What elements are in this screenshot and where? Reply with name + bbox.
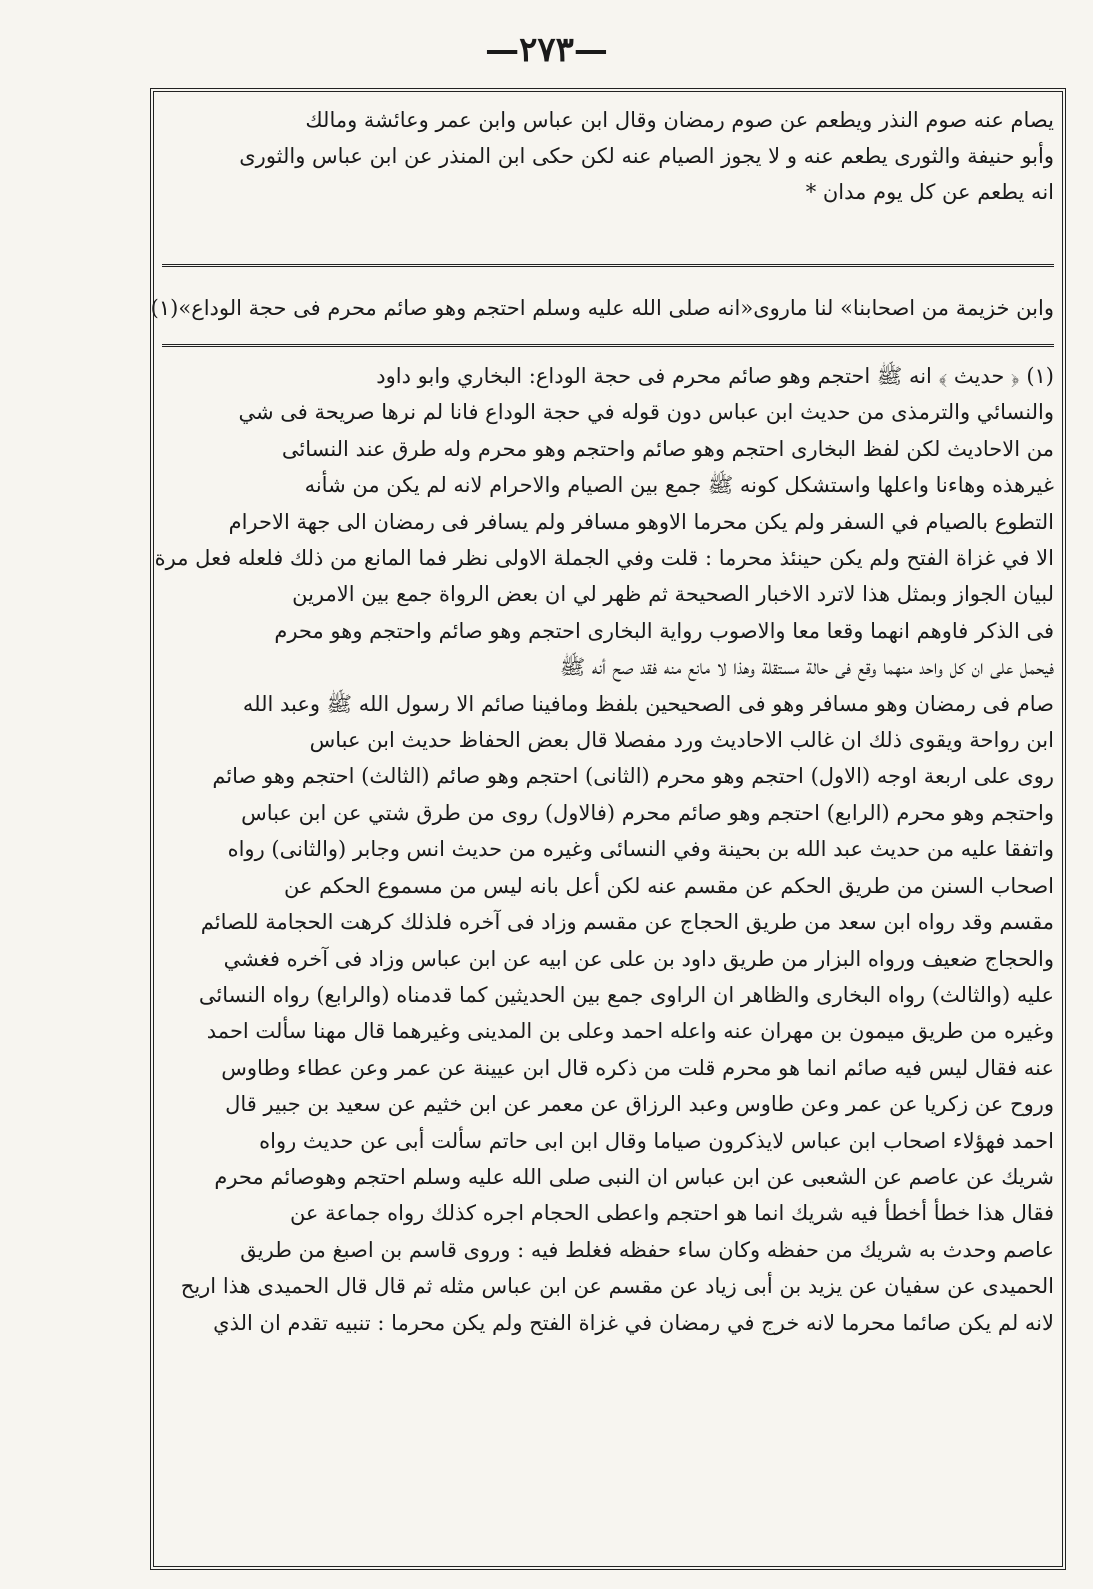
main-text-top xyxy=(162,102,1054,210)
footnote-line: (١) ﴿ حديث ﴾ انه ﷺ احتجم وهو صائم محرم فى حجة الوداع: البخاري وابو داود xyxy=(376,364,1054,388)
footnote-line: مقسم وقد رواه ابن سعد من طريق الحجاج عن مقسم وزاد فى آخره فلذلك كرهت الحجامة للصائم xyxy=(200,910,1054,935)
footnote-line: من الاحاديث لكن لفظ البخارى احتجم وهو صائم واحتجم وهو محرم وله طرق عند النسائى xyxy=(281,436,1054,461)
footnote-line: التطوع بالصيام في السفر ولم يكن محرما الاوهو مسافر ولم يسافر فى رمضان الى جهة الاحرام xyxy=(228,509,1054,534)
footnote-line: روى على اربعة اوجه (الاول) احتجم وهو محرم (الثانى) احتجم وهو صائم (الثالث) احتجم وهو صائم xyxy=(212,764,1054,789)
footnote-line: الا في غزاة الفتح ولم يكن حينئذ محرما : قلت وفي الجملة الاولى نظر فما المانع من ذلك فلعله فعل مرة xyxy=(154,546,1054,571)
footnote-line: لانه لم يكن صائما محرما لانه خرج في رمضان في غزاة الفتح ولم يكن محرما : تنبيه تقدم ان الذي xyxy=(213,1310,1054,1335)
footnote-line: صام فى رمضان وهو مسافر وهو فى الصحيحين بلفظ ومافينا صائم الا رسول الله ﷺ وعبد الله xyxy=(242,691,1054,716)
footnote-line: فى الذكر فاوهم انهما وقعا معا والاصوب رواية البخارى احتجم وهو صائم واحتجم وهو محرم xyxy=(274,618,1054,643)
footnote-line: وروح عن زكريا عن عمر وعن طاوس وعبد الرزاق عن معمر عن ابن خثيم عن سعيد بن جبير قال xyxy=(225,1092,1054,1117)
footnote-line: واتفقا عليه من حديث عبد الله بن بحينة وفي النسائى وغيره من حديث انس وجابر (والثانى) رواه xyxy=(227,837,1054,862)
footnote-line: لبيان الجواز وبمثل هذا لاترد الاخبار الصحيحة ثم ظهر لي ان بعض الرواة جمع بين الامرين xyxy=(292,582,1054,607)
footnote-line: عنه فقال ليس فيه صائم انما هو محرم قلت من ذكره قال ابن عيينة عن عمر وعن عطاء وطاوس xyxy=(221,1055,1054,1080)
main-text-continuation xyxy=(150,290,1054,326)
footnote-text xyxy=(154,358,1054,1341)
footnote-line: ابن رواحة ويقوى ذلك ان غالب الاحاديث ورد مفصلا قال بعض الحفاظ حديث ابن عباس xyxy=(309,728,1054,753)
footnote-line: شريك عن عاصم عن الشعبى عن ابن عباس ان النبى صلى الله عليه وسلم احتجم وهوصائم محرم xyxy=(214,1164,1054,1189)
footnote-line: وغيره من طريق ميمون بن مهران عنه واعله احمد وعلى بن المدينى وغيرهما قال مهنا سألت احمد xyxy=(206,1019,1054,1044)
footnote-line: اصحاب السنن من طريق الحكم عن مقسم عنه لكن أعل بانه ليس من مسموع الحكم عن xyxy=(283,873,1054,898)
text-line: يصام عنه صوم النذر ويطعم عن صوم رمضان وقال ابن عباس وابن عمر وعائشة ومالك xyxy=(305,108,1054,132)
text-line: وابن خزيمة من اصحابنا» لنا ماروى«انه صلى الله عليه وسلم احتجم وهو صائم محرم فى حجة الوداع»(١) xyxy=(150,296,1054,320)
footnote-line: عاصم وحدث به شريك من حفظه وكان ساء حفظه فغلط فيه : وروى قاسم بن اصبغ من طريق xyxy=(240,1237,1054,1262)
text-line: انه يطعم عن كل يوم مدان * xyxy=(805,180,1054,204)
footnote-line: غيرهذه وهاءنا واعلها واستشكل كونه ﷺ جمع بين الصيام والاحرام لانه لم يكن من شأنه xyxy=(304,473,1054,498)
footnote-line: والنسائي والترمذى من حديث ابن عباس دون قوله في حجة الوداع فانا لم نرها صريحة فى شي xyxy=(238,400,1054,425)
footnote-line: الحميدى عن سفيان عن يزيد بن أبى زياد عن مقسم عن ابن عباس مثله ثم قال قال الحميدى هذا اريح xyxy=(180,1274,1054,1299)
footnote-line: والحجاج ضعيف ورواه البزار من طريق داود بن على عن ابيه عن ابن عباس وزاد فى آخره فغشي xyxy=(223,946,1054,971)
footnote-line: فيحمل على ان كل واحد منهما وقع فى حالة مستقلة وهذا لا مانع منه فقد صح أنه ﷺ xyxy=(559,655,1054,680)
footnote-line: احمد فهؤلاء اصحاب ابن عباس لايذكرون صياما وقال ابن ابى حاتم سألت أبى عن حديث رواه xyxy=(259,1128,1054,1153)
page-frame xyxy=(150,88,1066,1570)
footnote-line: فقال هذا خطأ أخطأ فيه شريك انما هو احتجم واعطى الحجام اجره كذلك رواه جماعة عن xyxy=(289,1201,1054,1226)
page-number: —٢٧٣— xyxy=(485,30,608,70)
section-divider xyxy=(162,264,1054,267)
footnote-line: عليه (والثالث) رواه البخارى والظاهر ان الراوى جمع بين الحديثين كما قدمناه (والرابع) رواه النسائى xyxy=(198,982,1054,1007)
footnote-line: واحتجم وهو محرم (الرابع) احتجم وهو صائم محرم (فالاول) روى من طرق شتي عن ابن عباس xyxy=(241,800,1054,825)
footnote-divider xyxy=(162,344,1054,347)
text-line: وأبو حنيفة والثورى يطعم عنه و لا يجوز الصيام عنه لكن حكى ابن المنذر عن ابن عباس والثورى xyxy=(239,144,1054,168)
